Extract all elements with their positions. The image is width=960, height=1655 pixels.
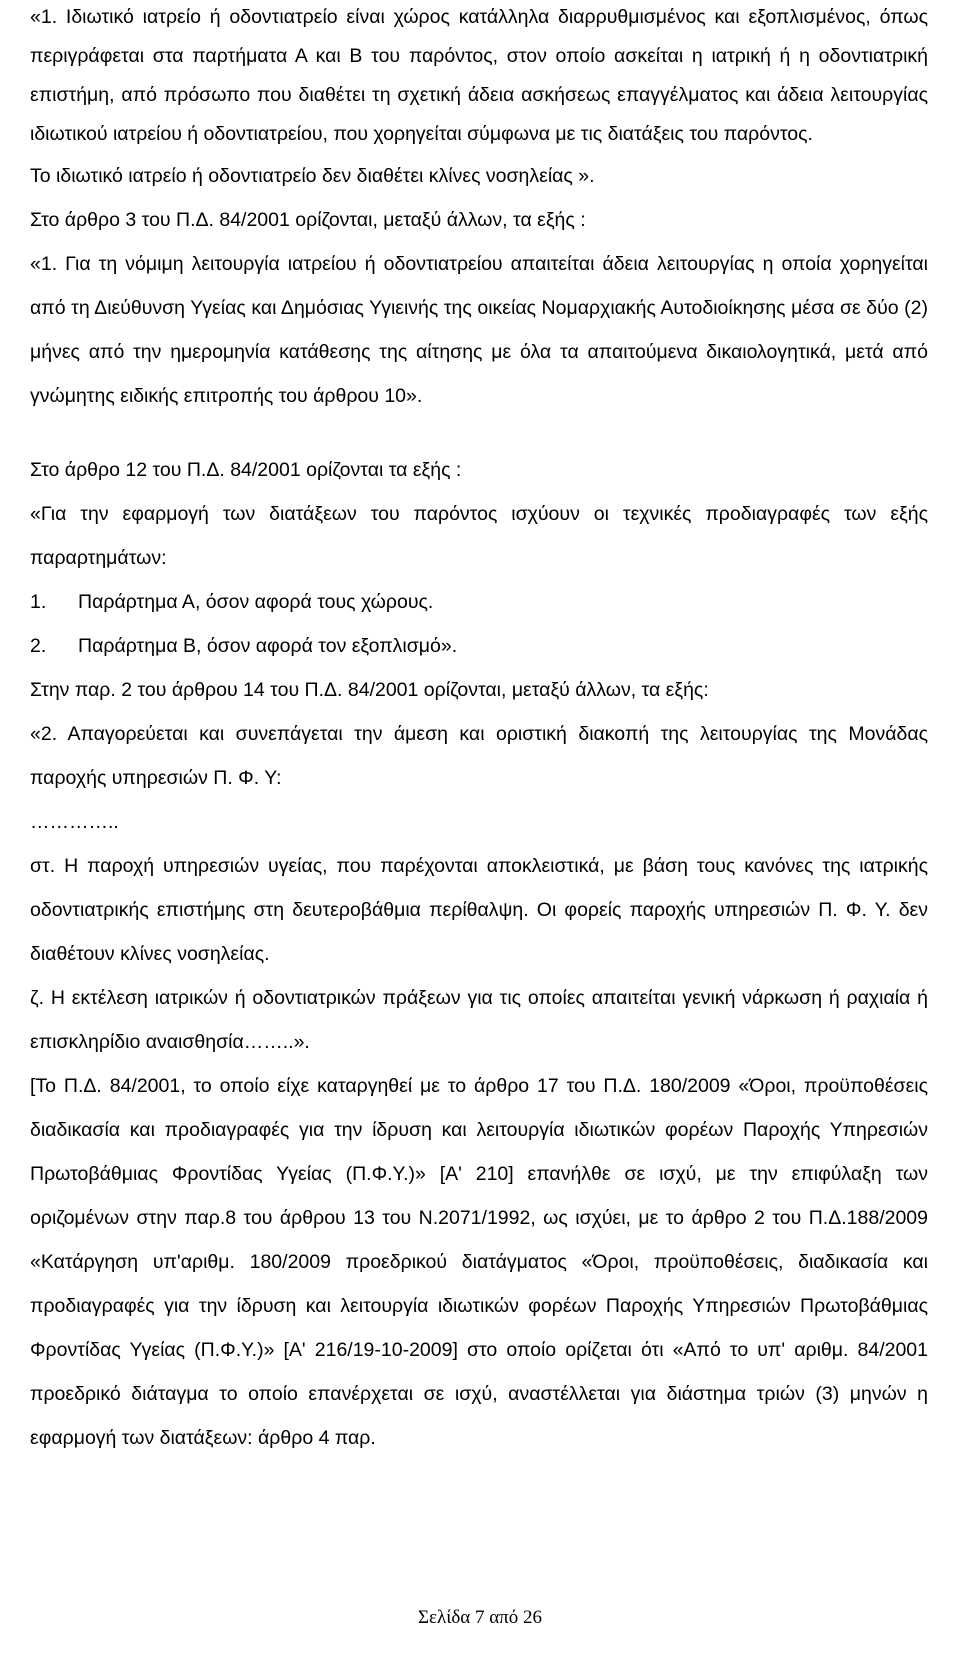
- paragraph-article-3-text: «1. Για τη νόμιμη λειτουργία ιατρείου ή οδοντιατρείου απαιτείται άδεια λειτουργίας η οποία χορηγείται από τη Διεύθυνση Υγείας και Δημόσιας Υγιεινής της οικείας Νομαρχιακής Αυτοδιοίκησης μέσα σε δύο (2) μήνες από την ημερομηνία κατάθεσης της αίτησης με όλα τα απαιτούμενα δικαιολογητικά, μετά από γνώμητης ειδικής επιτροπής του άρθρου 10».: [30, 253, 928, 407]
- paragraph-article-12-text: «Για την εφαρμογή των διατάξεων του παρόντος ισχύουν οι τεχνικές προδιαγραφές των εξής παραρτημάτων:: [30, 503, 928, 569]
- list-item-text: Παράρτημα Β, όσον αφορά τον εξοπλισμό».: [78, 635, 458, 657]
- list-item-number: 2.: [30, 635, 47, 657]
- paragraph-item-st: στ. Η παροχή υπηρεσιών υγείας, που παρέχονται αποκλειστικά, με βάση τους κανόνες της ιατρικής οδοντιατρικής επιστήμης στη δευτεροβάθμια περίθαλψη. Οι φορείς παροχής υπηρεσιών Π. Φ. Υ. δεν διαθέτουν κλίνες νοσηλείας.: [30, 855, 928, 965]
- paragraph-article-3-intro: Στο άρθρο 3 του Π.Δ. 84/2001 ορίζονται, μεταξύ άλλων, τα εξής :: [30, 209, 586, 231]
- list-item-number: 1.: [30, 591, 47, 613]
- paragraph-article-12-intro: Στο άρθρο 12 του Π.Δ. 84/2001 ορίζονται τα εξής :: [30, 459, 462, 481]
- list-item: [30, 580, 928, 624]
- paragraph-legal-note: [Το Π.Δ. 84/2001, το οποίο είχε καταργηθεί με το άρθρο 17 του Π.Δ. 180/2009 «Όροι, προϋποθέσεις διαδικασία και προδιαγραφές για την ίδρυση και λειτουργία ιδιωτικών φορέων Παροχής Υπηρεσιών Πρωτοβάθμιας Φροντίδας Υγείας (Π.Φ.Υ.)» [Α' 210] επανήλθε σε ισχύ, με την επιφύλαξη των οριζομένων στην παρ.8 του άρθρου 13 του Ν.2071/1992, ως ισχύει, με το άρθρο 2 του Π.Δ.188/2009 «Κατάργηση υπ'αριθμ. 180/2009 προεδρικού διατάγματος «Όροι, προϋποθέσεις, διαδικασία και προδιαγραφές για την ίδρυση και λειτουργία ιδιωτικών φορέων Παροχής Υπηρεσιών Πρωτοβάθμιας Φροντίδας Υγείας (Π.Φ.Υ.)» [Α' 216/19-10-2009] στο οποίο ορίζεται ότι «Από το υπ' αριθμ. 84/2001 προεδρικό διάταγμα το οποίο επανέρχεται σε ισχύ, αναστέλλεται για διάστημα τριών (3) μηνών η εφαρμογή των διατάξεων: άρθρο 4 παρ.: [30, 1075, 928, 1449]
- paragraph-article-14-intro: Στην παρ. 2 του άρθρου 14 του Π.Δ. 84/2001 ορίζονται, μεταξύ άλλων, τα εξής:: [30, 679, 709, 701]
- paragraph-gap: [30, 418, 928, 448]
- page-number-footer: Σελίδα 7 από 26: [417, 1607, 543, 1628]
- paragraph-item-z: ζ. Η εκτέλεση ιατρικών ή οδοντιατρικών πράξεων για τις οποίες απαιτείται γενική νάρκωση ή ραχιαία ή επισκληρίδιο αναισθησία……..».: [30, 987, 928, 1053]
- list-item-text: Παράρτημα Α, όσον αφορά τους χώρους.: [78, 591, 434, 613]
- paragraph-no-beds: Το ιδιωτικό ιατρείο ή οδοντιατρείο δεν διαθέτει κλίνες νοσηλείας ».: [30, 165, 595, 187]
- paragraph-article-14-text: «2. Απαγορεύεται και συνεπάγεται την άμεση και οριστική διακοπή της λειτουργίας της Μονάδας παροχής υπηρεσιών Π. Φ. Υ:: [30, 723, 928, 789]
- paragraph-ellipsis: …………..: [30, 811, 119, 833]
- document-body: [30, 0, 928, 1460]
- list-item: [30, 624, 928, 668]
- paragraph-article-1: «1. Ιδιωτικό ιατρείο ή οδοντιατρείο είναι χώρος κατάλληλα διαρρυθμισμένος και εξοπλισμένος, όπως περιγράφεται στα παρτήματα Α και Β του παρόντος, στον οποίο ασκείται η ιατρική ή η οδοντιατρική επιστήμη, από πρόσωπο που διαθέτει τη σχετική άδεια ασκήσεως επαγγέλματος και άδεια λειτουργίας ιδιωτικού ιατρείου ή οδοντιατρείου, που χορηγείται σύμφωνα με τις διατάξεις του παρόντος.: [30, 6, 928, 145]
